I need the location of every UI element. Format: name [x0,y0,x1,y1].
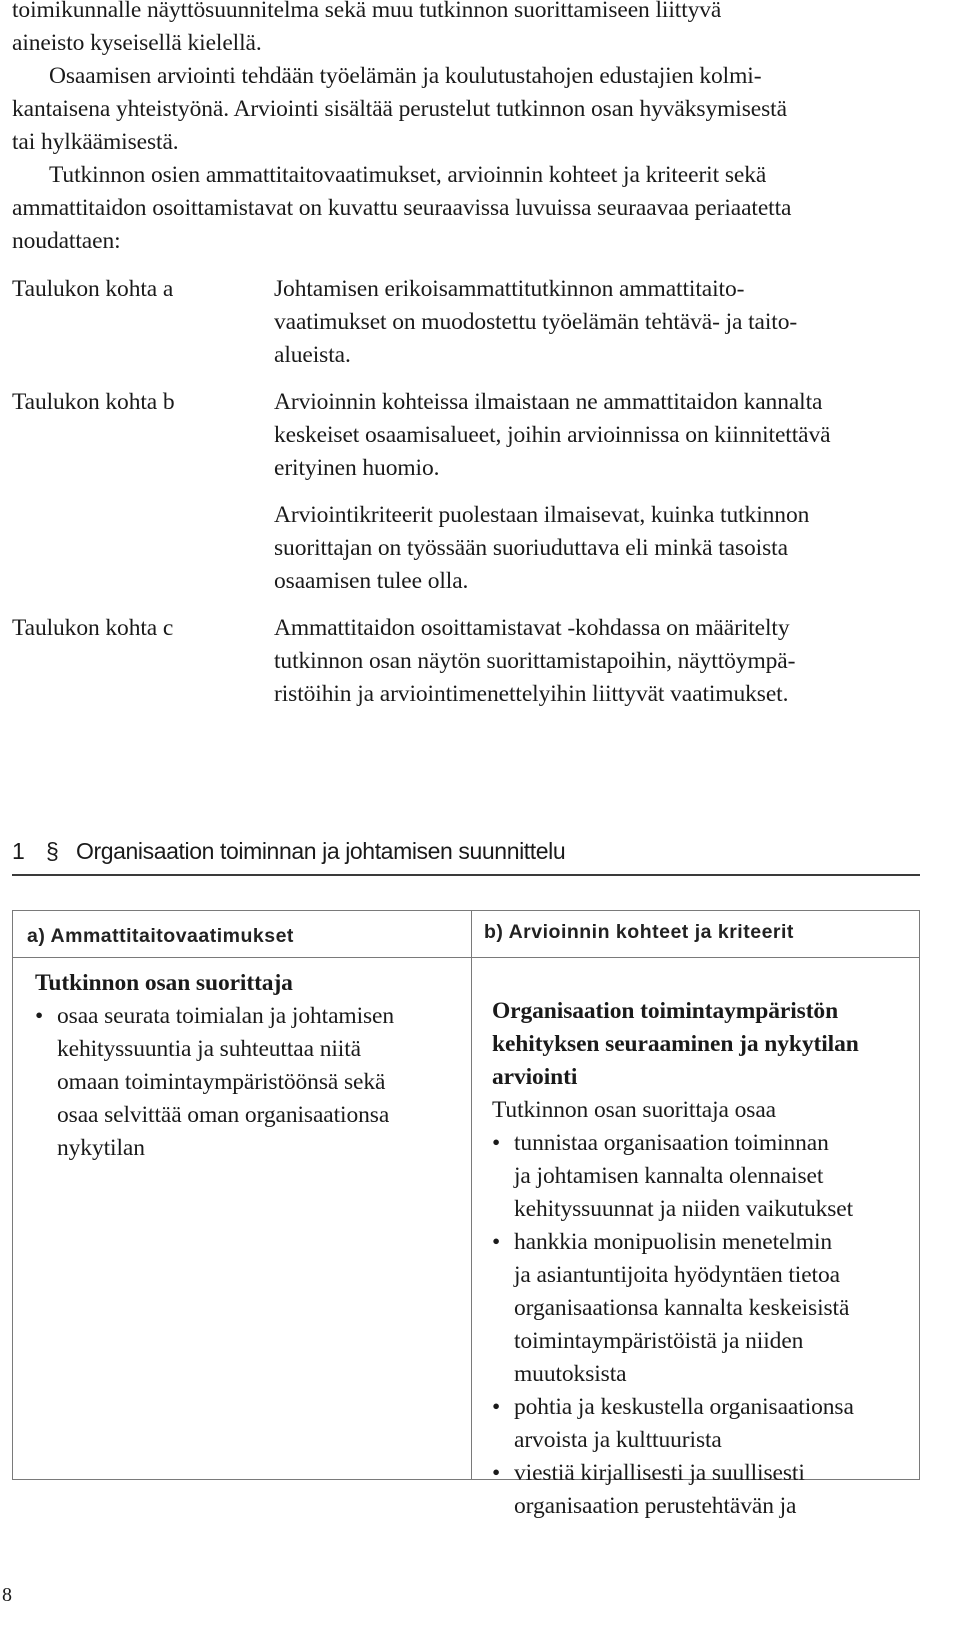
column-subheading: Tutkinnon osan suorittaja [35,970,293,996]
table-header-b: b) Arvioinnin kohteet ja kriteerit [484,921,794,943]
intro-line: noudattaen: [12,228,121,254]
list-item [35,1000,460,1165]
explanation-line: tutkinnon osan näytön suorittamistapoihin, näyttöympä- [274,648,796,674]
explanation-line: alueista. [274,342,351,368]
intro-text [12,0,942,258]
explanation-label: Taulukon kohta a [12,276,174,302]
intro-line: Tutkinnon osien ammattitaitovaatimukset, arvioinnin kohteet ja kriteerit sekä [49,162,767,188]
section-rule [12,874,920,876]
list-item-line: arvoista ja kulttuurista [514,1427,722,1453]
list-item-line: ja asiantuntijoita hyödyntäen tietoa [514,1262,840,1288]
list-item-line: organisaation perustehtävän ja [514,1493,797,1519]
intro-line: tai hylkäämisestä. [12,129,179,155]
list-item-line: kehityssuuntia ja suhteuttaa niitä [57,1036,361,1062]
list-item-line: omaan toimintaympäristöönsä sekä [57,1069,386,1095]
column-heading-line: kehityksen seuraaminen ja nykytilan [492,1031,859,1057]
column-heading-line: arviointi [492,1064,578,1090]
table-column-a [35,967,460,1165]
table-column-divider [471,911,472,1479]
intro-line: Osaamisen arviointi tehdään työelämän ja koulutustahojen edustajien kolmi- [49,63,762,89]
explanation-label: Taulukon kohta c [12,615,174,641]
intro-line: aineisto kyseisellä kielellä. [12,30,262,56]
list-item [492,1391,917,1457]
table-header-a: a) Ammattitaitovaatimukset [27,925,294,947]
list-item-line: muutoksista [514,1361,627,1387]
explanation-line: vaatimukset on muodostettu työelämän tehtävä- ja taito- [274,309,798,335]
explanation-label: Taulukon kohta b [12,389,175,415]
requirements-table [12,910,920,1519]
list-item-line: kehityssuunnat ja niiden vaikutukset [514,1196,854,1222]
explanation-line: Arvioinnin kohteissa ilmaistaan ne ammattitaidon kannalta [274,389,823,415]
section-heading [12,838,920,865]
section-symbol: § [46,838,59,864]
list-item-line: osaa selvittää oman organisaationsa [57,1102,390,1128]
column-intro: Tutkinnon osan suorittaja osaa [492,1097,776,1123]
explanation-line: Johtamisen erikoisammattitutkinnon ammattitaito- [274,276,745,302]
explanation-line: ristöihin ja arviointimenettelyihin liittyvät vaatimukset. [274,681,789,707]
list-item-line: ja johtamisen kannalta olennaiset [514,1163,824,1189]
explanation-line: suorittajan on työssään suoriuduttava eli minkä tasoista [274,535,788,561]
table-column-b [492,995,917,1523]
list-item [492,1127,917,1226]
column-heading-line: Organisaation toimintaympäristön [492,998,839,1024]
section-number: 1 [12,838,25,864]
intro-line: ammattitaidon osoittamistavat on kuvattu seuraavissa luvuissa seuraavaa periaatetta [12,195,792,221]
table-header-divider [13,957,919,958]
list-item-line: viestiä kirjallisesti ja suullisesti [514,1460,805,1486]
bullet-icon: • [492,1394,501,1420]
explanation-text [274,499,944,598]
page-number: 8 [2,1584,12,1606]
explanation-line: osaamisen tulee olla. [274,568,469,594]
list-item-line: pohtia ja keskustella organisaationsa [514,1394,854,1420]
bullet-icon: • [492,1460,501,1486]
list-item-line: toimintaympäristöistä ja niiden [514,1328,804,1354]
list-item-line: osaa seurata toimialan ja johtamisen [57,1003,395,1029]
explanation-text [274,273,944,372]
list-item [492,1226,917,1391]
explanation-line: Arviointikriteerit puolestaan ilmaisevat, kuinka tutkinnon [274,502,810,528]
list-item-line: hankkia monipuolisin menetelmin [514,1229,833,1255]
explanation-line: erityinen huomio. [274,455,440,481]
list-item-line: nykytilan [57,1135,145,1161]
explanation-line: keskeiset osaamisalueet, joihin arvioinnissa on kiinnitettävä [274,422,831,448]
bullet-icon: • [492,1229,501,1255]
list-item-line: tunnistaa organisaation toiminnan [514,1130,829,1156]
bullet-icon: • [492,1130,501,1156]
intro-line: toimikunnalle näyttösuunnitelma sekä muu tutkinnon suorittamiseen liittyvä [12,0,722,23]
explanation-text [274,386,944,485]
explanation-line: Ammattitaidon osoittamistavat -kohdassa on määritelty [274,615,790,641]
explanation-text [274,612,944,711]
list-item [492,1457,917,1523]
list-item-line: organisaationsa kannalta keskeisistä [514,1295,850,1321]
bullet-icon: • [35,1003,44,1029]
intro-line: kantaisena yhteistyönä. Arviointi sisältää perustelut tutkinnon osan hyväksymisestä [12,96,787,122]
section-title: Organisaation toiminnan ja johtamisen suunnittelu [76,838,566,864]
